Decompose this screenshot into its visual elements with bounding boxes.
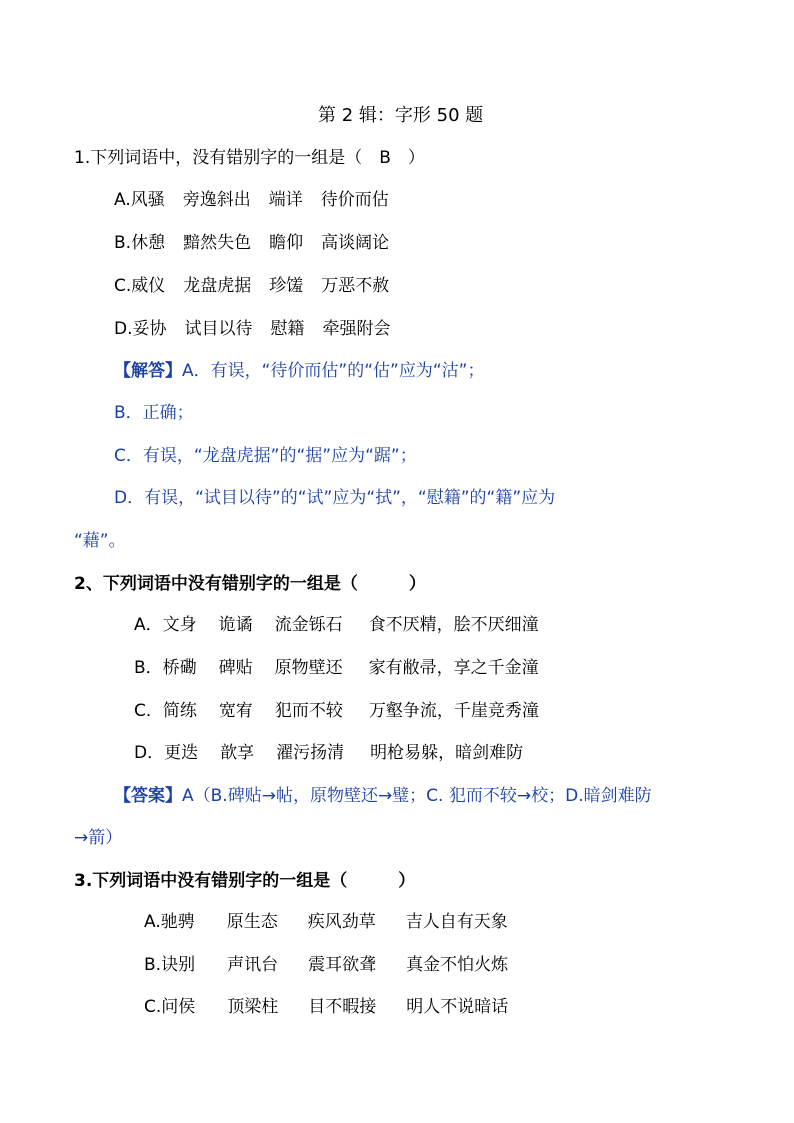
option-word: C．简练 (134, 701, 197, 721)
q1-answer-line: D．有误，“试目以待”的“试”应为“拭”，“慰籍”的“籍”应为 (114, 488, 556, 508)
option-word: 碑贴 (218, 658, 253, 678)
option-word: 真金不怕火炼 (406, 955, 509, 975)
option-word: 震耳欲聋 (308, 955, 377, 975)
option-word: 端详 (268, 190, 303, 210)
option-word: 目不暇接 (308, 997, 377, 1017)
option-word: 犯而不较 (274, 701, 343, 721)
q2-answer-line (114, 784, 652, 808)
q1-stem: 1.下列词语中，没有错别字的一组是（ B ） (74, 148, 425, 168)
option-word: A.风骚 (114, 190, 165, 210)
option-word: 黯然失色 (183, 233, 252, 253)
q2-option-c (134, 699, 539, 723)
option-word: 顶梁柱 (227, 997, 279, 1017)
q3-stem: 3.下列词语中没有错别字的一组是（ ） (74, 871, 416, 891)
q2-option-d (134, 741, 523, 765)
q1-option-d (114, 317, 391, 341)
option-word: 试目以待 (184, 319, 253, 339)
option-word: 万壑争流，千崖竞秀潼 (368, 701, 539, 721)
option-word: A.驰骋 (144, 912, 195, 932)
option-word: 待价而估 (320, 190, 389, 210)
q1-answer-line (114, 359, 484, 383)
answer-text: A．有误，“待价而估”的“估”应为“沽”； (182, 361, 485, 381)
option-word: B.休憩 (114, 233, 166, 253)
option-word: 诡谲 (218, 615, 253, 635)
answer-text: A（B.碑贴→帖，原物壁还→璧；C. 犯而不较→校；D.暗剑难防 (182, 786, 652, 806)
option-word: 牵强附会 (322, 319, 391, 339)
option-word: B．桥磡 (134, 658, 197, 678)
option-word: 宽宥 (218, 701, 253, 721)
q1-option-a (114, 188, 389, 212)
q2-stem: 2、下列词语中没有错别字的一组是（ ） (74, 574, 426, 594)
option-word: 流金铄石 (274, 615, 343, 635)
option-word: C.威仪 (114, 276, 166, 296)
q3-option-a (144, 910, 508, 934)
q1-answer-line: B．正确； (114, 403, 194, 423)
option-word: 明人不说暗话 (406, 997, 509, 1017)
q1-answer-line: “藉”。 (74, 531, 126, 551)
option-word: A．文身 (134, 615, 197, 635)
q3-option-b (144, 953, 508, 977)
option-word: 吉人自有天象 (405, 912, 508, 932)
q1-option-c (114, 274, 389, 298)
option-word: 万恶不赦 (321, 276, 390, 296)
option-word: 瞻仰 (269, 233, 304, 253)
q2-answer-line: →箭） (74, 828, 123, 848)
answer-tag: 【答案】 (114, 786, 182, 806)
option-word: C.问侯 (144, 997, 196, 1017)
option-word: 濯污扬清 (276, 743, 345, 763)
answer-tag: 【解答】 (114, 361, 182, 381)
option-word: 歆享 (220, 743, 255, 763)
option-word: 旁逸斜出 (182, 190, 251, 210)
option-word: 珍馐 (269, 276, 304, 296)
q2-option-b (134, 656, 539, 680)
option-word: 食不厌精，脍不厌细潼 (368, 615, 539, 635)
option-word: 高谈阔论 (321, 233, 390, 253)
option-word: 龙盘虎据 (183, 276, 252, 296)
option-word: D.妥协 (114, 319, 167, 339)
option-word: 原生态 (226, 912, 278, 932)
option-word: 家有敝帚，享之千金潼 (368, 658, 539, 678)
option-word: 声讯台 (227, 955, 279, 975)
option-word: D．更迭 (134, 743, 199, 763)
q2-option-a (134, 613, 539, 637)
option-word: 疾风劲草 (307, 912, 376, 932)
q1-answer-line: C．有误，“龙盘虎据”的“据”应为“踞”； (114, 446, 417, 466)
option-word: B.诀别 (144, 955, 196, 975)
q1-option-b (114, 231, 389, 255)
page-title: 第 2 辑：字形 50 题 (318, 105, 484, 126)
option-word: 慰籍 (270, 319, 305, 339)
option-word: 原物壁还 (274, 658, 343, 678)
q3-option-c (144, 995, 508, 1019)
option-word: 明枪易躲，暗剑难防 (370, 743, 524, 763)
